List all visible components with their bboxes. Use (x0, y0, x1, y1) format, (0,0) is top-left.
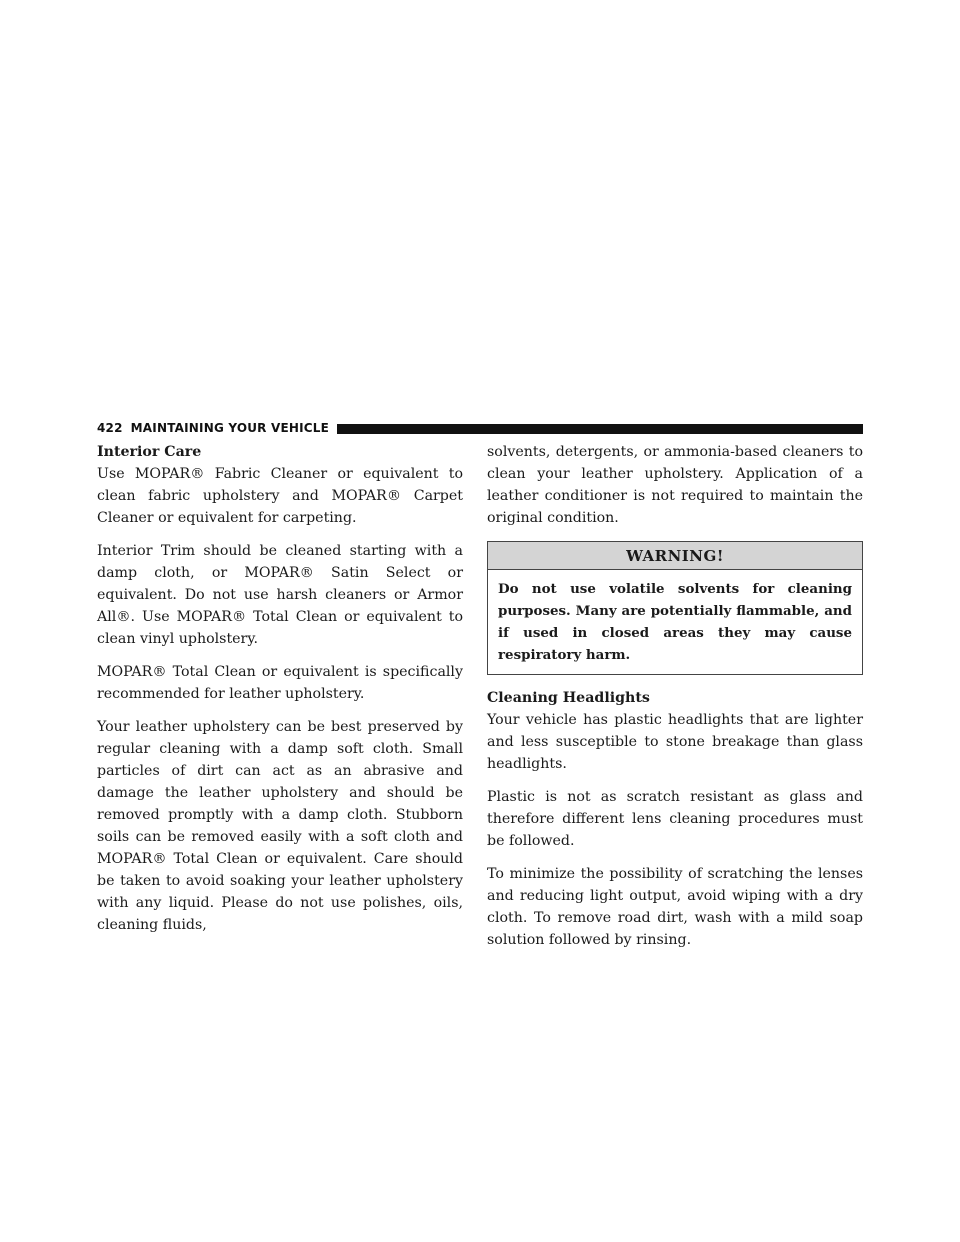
paragraph-total-clean: MOPAR® Total Clean or equivalent is specifically recommended for leather upholstery. (97, 664, 463, 702)
header-rule (337, 424, 863, 434)
paragraph-cleaning-procedure: To minimize the possibility of scratching the lenses and reducing light output, avoid wiping with a dry cloth. To remove road dirt, wash with a mild soap solution followed by rinsing. (487, 866, 863, 948)
paragraph-scratch-resistance: Plastic is not as scratch resistant as glass and therefore different lens cleaning procedures must be followed. (487, 789, 863, 849)
right-column (487, 441, 863, 962)
page-header (97, 417, 863, 439)
paragraph-leather-care: Your leather upholstery can be best preserved by regular cleaning with a damp soft cloth. Small particles of dirt can act as an abrasive and damage the leather upholstery and should be removed promptly with a damp cloth. Stubborn soils can be removed easily with a soft cloth and MOPAR® Total Clean or equivalent. Care should be taken to avoid soaking your leather upholstery with any liquid. Please do not use polishes, oils, cleaning fluids, (97, 719, 463, 933)
warning-text: Do not use volatile solvents for cleaning purposes. Many are potentially flammable, and if used in closed areas they may cause respiratory harm. (498, 581, 852, 663)
left-column (97, 441, 463, 947)
paragraph-fabric-cleaner: Use MOPAR® Fabric Cleaner or equivalent to clean fabric upholstery and MOPAR® Carpet Cleaner or equivalent for carpeting. (97, 466, 463, 526)
heading-interior-care: Interior Care (97, 444, 202, 460)
paragraph-plastic-headlights: Your vehicle has plastic headlights that are lighter and less susceptible to stone breakage than glass headlights. (487, 712, 863, 772)
heading-cleaning-headlights: Cleaning Headlights (487, 690, 650, 706)
section-title: MAINTAINING YOUR VEHICLE (130, 421, 330, 435)
page-number: 422 (97, 421, 123, 435)
warning-box (487, 541, 863, 675)
paragraph-interior-trim: Interior Trim should be cleaned starting with a damp cloth, or MOPAR® Satin Select or equivalent. Do not use harsh cleaners or Armor All®. Use MOPAR® Total Clean or equivalent to clean vinyl upholstery. (97, 543, 463, 647)
warning-title: WARNING! (488, 542, 862, 570)
paragraph-leather-continued: solvents, detergents, or ammonia-based cleaners to clean your leather upholstery. Application of a leather conditioner is not required to maintain the original condition. (487, 444, 863, 526)
